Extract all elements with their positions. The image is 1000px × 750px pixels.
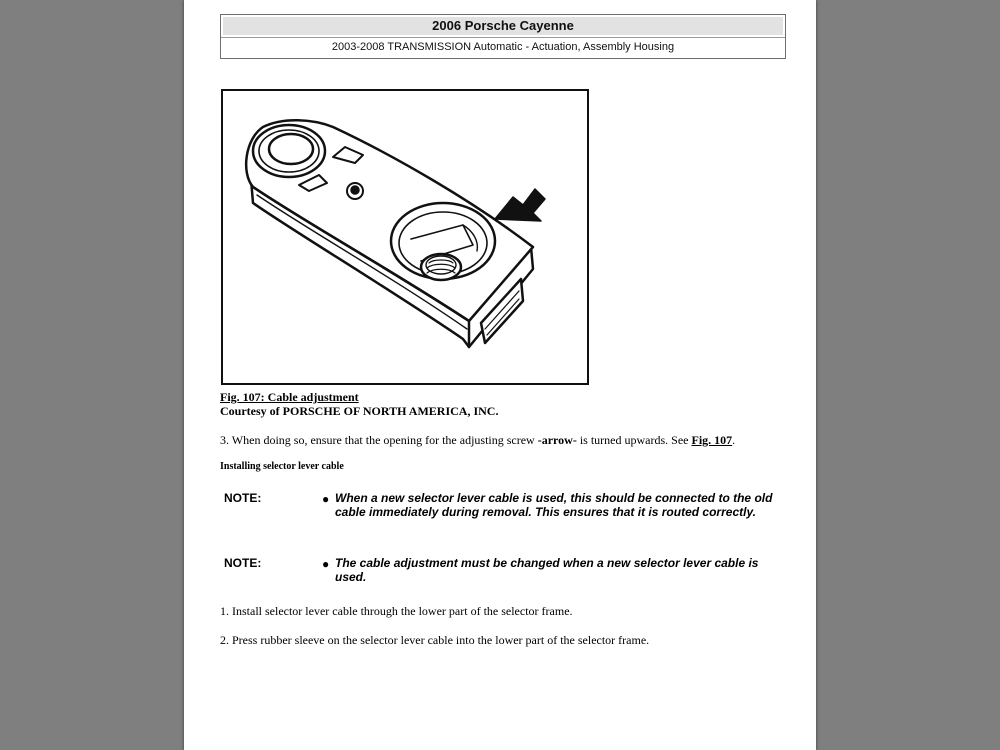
- step-3-end: .: [732, 433, 736, 447]
- note-text: The cable adjustment must be changed when a new selector lever cable is used.: [335, 556, 759, 584]
- step-1-paragraph: 1. Install selector lever cable through the lower part of the selector frame.: [220, 604, 573, 618]
- note-1: [224, 491, 780, 539]
- step-3-text-after: is turned upwards. See: [576, 433, 692, 447]
- document-page: [184, 0, 816, 750]
- step-3-text-before: When doing so, ensure that the opening for the adjusting screw: [231, 433, 538, 447]
- cable-adjustment-illustration: [223, 91, 587, 383]
- step-3-paragraph: [220, 433, 780, 447]
- note-text: When a new selector lever cable is used, this should be connected to the old cable immediately during removal. This ensures that it is routed correctly.: [335, 491, 773, 519]
- figure-caption: [220, 390, 498, 418]
- document-header: [220, 14, 786, 59]
- note-2: [224, 556, 780, 588]
- figure-cable-adjustment: [221, 89, 589, 385]
- figure-title: Fig. 107: Cable adjustment: [220, 390, 359, 404]
- step-3-number: 3.: [220, 433, 229, 447]
- note-label: NOTE:: [224, 556, 262, 570]
- document-subtitle: 2003-2008 TRANSMISSION Automatic - Actuation, Assembly Housing: [221, 37, 785, 58]
- step-2-paragraph: 2. Press rubber sleeve on the selector lever cable into the lower part of the selector frame.: [220, 633, 650, 647]
- document-title: 2006 Porsche Cayenne: [223, 17, 783, 35]
- arrow-label: -arrow-: [537, 433, 577, 447]
- section-heading: Installing selector lever cable: [220, 461, 344, 472]
- note-label: NOTE:: [224, 491, 262, 505]
- figure-reference-link[interactable]: Fig. 107: [691, 433, 733, 447]
- bullet-icon: ●: [322, 557, 330, 571]
- pointer-arrow-icon: [495, 189, 545, 221]
- bullet-icon: ●: [322, 492, 330, 506]
- figure-credit: Courtesy of PORSCHE OF NORTH AMERICA, INC.: [220, 404, 499, 418]
